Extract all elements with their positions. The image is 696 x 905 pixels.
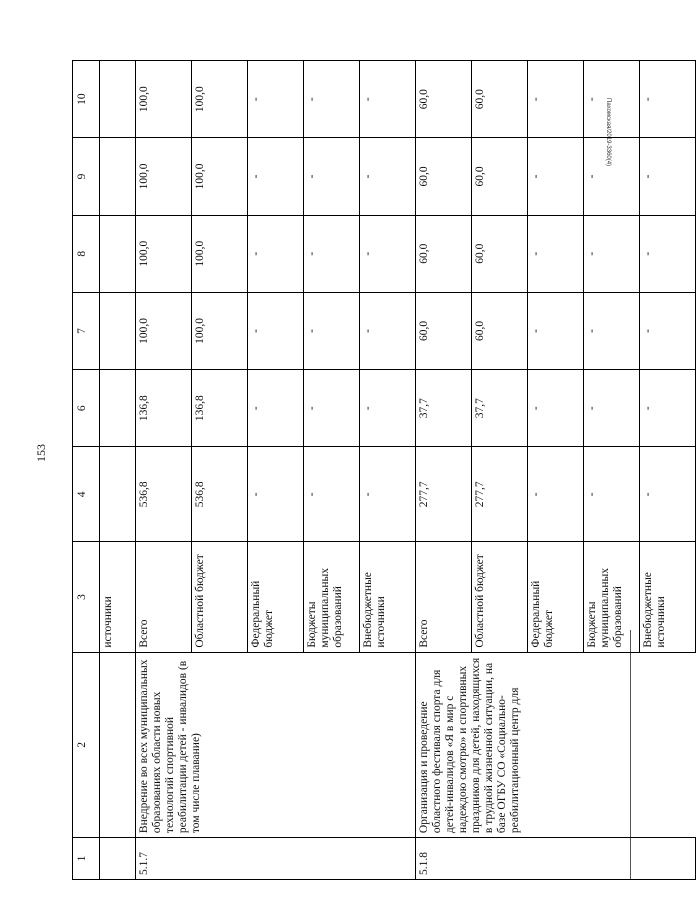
value-cell: - [248, 370, 304, 447]
value-cell: - [584, 292, 640, 369]
value-cell: - [304, 447, 360, 542]
value-cell: - [640, 292, 696, 369]
header-cell: 9 [73, 138, 100, 215]
value-cell: - [248, 61, 304, 138]
value-cell: 136,8 [192, 370, 248, 447]
row-title: Организация и проведение областного фестиваля спорта для детей-инвалидов «Я в мир с надеждою смотрю» и спортивных праздников для детей, находящихся в трудной жизненной ситуации, на базе ОГБУ СО «Социально-реабилитационный центр для [416, 652, 696, 837]
value-cell: 536,8 [192, 447, 248, 542]
row-code: 5.1.7 [136, 838, 192, 880]
row-code: 5.1.8 [416, 838, 472, 880]
source-cell: Всего [416, 542, 472, 652]
source-cell: Бюджеты муниципальных образований [304, 542, 360, 652]
value-cell: 60,0 [472, 215, 528, 292]
header-row [73, 61, 100, 880]
value-cell: 37,7 [472, 370, 528, 447]
value-cell: - [640, 61, 696, 138]
budget-table [72, 60, 696, 880]
value-cell: 60,0 [472, 292, 528, 369]
value-cell: - [528, 292, 584, 369]
value-cell: - [584, 447, 640, 542]
value-cell: 100,0 [192, 138, 248, 215]
value-cell: - [640, 138, 696, 215]
source-cell: Федеральный бюджет [248, 542, 304, 652]
value-cell: - [528, 61, 584, 138]
value-cell: - [248, 215, 304, 292]
value-cell: 136,8 [136, 370, 192, 447]
value-cell: - [304, 61, 360, 138]
value-cell: - [304, 138, 360, 215]
value-cell: - [584, 215, 640, 292]
value-cell: - [248, 447, 304, 542]
header-cell: 2 [73, 652, 100, 837]
continuation-row [100, 61, 136, 880]
source-cell: Внебюджетные источники [640, 542, 696, 652]
table-row [136, 61, 192, 880]
value-cell: 60,0 [472, 61, 528, 138]
value-cell: 100,0 [192, 292, 248, 369]
value-cell: 60,0 [416, 215, 472, 292]
value-cell: - [304, 370, 360, 447]
source-cell: Федеральный бюджет [528, 542, 584, 652]
value-cell: - [528, 215, 584, 292]
value-cell: 60,0 [416, 292, 472, 369]
value-cell: 37,7 [416, 370, 472, 447]
table-row [416, 61, 472, 880]
value-cell: - [360, 447, 416, 542]
value-cell: - [584, 138, 640, 215]
value-cell: - [360, 370, 416, 447]
value-cell: - [360, 138, 416, 215]
value-cell: 100,0 [136, 138, 192, 215]
value-cell: - [304, 292, 360, 369]
source-cell: Внебюджетные источники [360, 542, 416, 652]
header-cell: 6 [73, 370, 100, 447]
value-cell: 100,0 [136, 61, 192, 138]
footer-note: Пахомская/2019-3360(4) [605, 98, 611, 167]
header-cell: 10 [73, 61, 100, 138]
value-cell: - [584, 61, 640, 138]
value-cell: 60,0 [416, 61, 472, 138]
value-cell: - [360, 292, 416, 369]
header-cell: 3 [73, 542, 100, 652]
value-cell: 100,0 [192, 215, 248, 292]
source-cell: Бюджеты муниципальных образований [584, 542, 640, 652]
source-cell: Областной бюджет [192, 542, 248, 652]
value-cell: - [248, 292, 304, 369]
source-cell: источники [100, 542, 136, 652]
value-cell: 536,8 [136, 447, 192, 542]
value-cell: - [584, 370, 640, 447]
value-cell: 100,0 [136, 292, 192, 369]
value-cell: - [248, 138, 304, 215]
value-cell: 277,7 [472, 447, 528, 542]
value-cell: 100,0 [136, 215, 192, 292]
value-cell: - [640, 447, 696, 542]
value-cell: - [528, 447, 584, 542]
value-cell: 60,0 [416, 138, 472, 215]
header-cell: 1 [73, 838, 100, 880]
row-title: Внедрение во всех муниципальных образованиях области новых технологий спортивной реабилитации детей - инвалидов (в том числе плавание) [136, 652, 416, 837]
header-cell: 8 [73, 215, 100, 292]
value-cell: - [304, 215, 360, 292]
header-cell: 7 [73, 292, 100, 369]
page-number: 153 [34, 444, 48, 462]
value-cell: 100,0 [192, 61, 248, 138]
value-cell: - [528, 138, 584, 215]
value-cell: 277,7 [416, 447, 472, 542]
source-cell: Областной бюджет [472, 542, 528, 652]
header-cell: 4 [73, 447, 100, 542]
source-cell: Всего [136, 542, 192, 652]
value-cell: - [640, 370, 696, 447]
value-cell: 60,0 [472, 138, 528, 215]
value-cell: - [360, 215, 416, 292]
value-cell: - [360, 61, 416, 138]
value-cell: - [640, 215, 696, 292]
value-cell: - [528, 370, 584, 447]
